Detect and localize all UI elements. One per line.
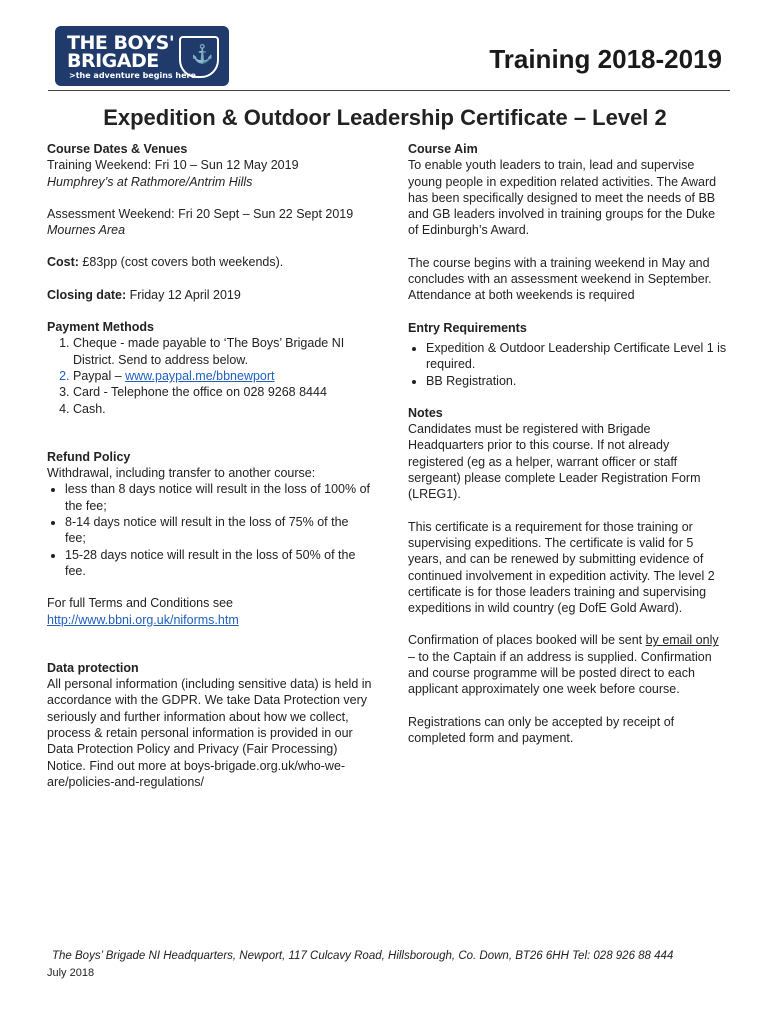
refund-item: • 8-14 days notice will result in the loss of 75% of the fee; (65, 514, 372, 547)
notes-3-prefix: Confirmation of places booked will be sent (408, 633, 646, 648)
notes-4: Registrations can only be accepted by receipt of completed form and payment. (408, 714, 675, 745)
closing-label: Closing date: (47, 287, 127, 302)
aim-text-2: The course begins with a training weekend in May and concludes with an assessment weekend in September. Attendance at both weekends is required (408, 255, 712, 303)
refund-heading: Refund Policy (47, 449, 131, 464)
data-protection-heading: Data protection (47, 660, 139, 675)
notes-2: This certificate is a requirement for those training or supervising expeditions. The certificate is valid for 5 years, and can be renewed by submitting evidence of continued involvement in expedition activity. The level 2 certificate is for those leaders training and supervising expeditions in wild country (eg DofE Gold Award). (408, 519, 715, 616)
payment-heading: Payment Methods (47, 320, 154, 335)
notes-1: Candidates must be registered with Brigade Headquarters prior to this course. If not already registered (eg as a helper, warrant officer or staff sergeant) please complete Leader Registration Form (LREG1). (408, 422, 701, 502)
closing-value: Friday 12 April 2019 (126, 287, 241, 302)
payment-item: 3. Card - Telephone the office on 028 9268 8444 (73, 384, 372, 400)
entry-list (408, 340, 728, 389)
notes-3 (408, 632, 728, 697)
notes-heading: Notes (408, 405, 443, 420)
training-venue: Humphrey’s at Rathmore/Antrim Hills (47, 174, 253, 189)
aim-text: To enable youth leaders to train, lead and supervise young people in expedition related activities. The Award has been specifically designed to meet the needs of BB and GB leaders involved in training groups for the Duke of Edinburgh’s Award. (408, 158, 717, 238)
left-column (47, 141, 372, 790)
payment-item: 1. Cheque - made payable to ‘The Boys’ Brigade NI District. Send to address below. (73, 335, 372, 368)
terms-link[interactable]: http://www.bbni.org.uk/niforms.htm (47, 612, 239, 627)
footer-date: July 2018 (47, 967, 95, 979)
cost-value: £83pp (cost covers both weekends). (78, 255, 284, 270)
notes-3-underline: by email only (645, 633, 719, 648)
cost-line (47, 254, 372, 270)
payment-item: 4. Cash. (73, 401, 372, 417)
dates-heading: Course Dates & Venues (47, 142, 188, 156)
aim-heading: Course Aim (408, 142, 478, 156)
page-title: Expedition & Outdoor Leadership Certificate – Level 2 (103, 105, 667, 130)
entry-heading: Entry Requirements (408, 320, 527, 335)
logo-tagline: >the adventure begins here (69, 71, 196, 80)
entry-item: • Expedition & Outdoor Leadership Certificate Level 1 is required. (426, 340, 728, 373)
assessment-venue: Mournes Area (47, 223, 126, 238)
refund-intro: Withdrawal, including transfer to another course: (47, 466, 316, 481)
data-protection-text: All personal information (including sensitive data) is held in accordance with the GDPR. We take Data Protection very seriously and further information about how we collect, process & retain personal information is provided in our Data Protection Policy and Privacy (Fair Processing) Notice. Find out more at boys-brigade.org.uk/who-we-are/policies-and-regulations/ (47, 677, 372, 789)
cost-label: Cost: (47, 255, 79, 270)
brigade-logo (55, 26, 229, 86)
training-weekend: Training Weekend: Fri 10 – Sun 12 May 2019 (47, 158, 299, 173)
payment-list (47, 335, 372, 416)
paypal-link[interactable]: www.paypal.me/bbnewport (125, 368, 275, 383)
anchor-icon: ⚓ (191, 44, 214, 64)
notes-3-suffix: – to the Captain if an address is supplied. Confirmation and course programme will be posted direct to each applicant approximately one week before course. (408, 649, 712, 697)
refund-item: • less than 8 days notice will result in the loss of 100% of the fee; (65, 481, 372, 514)
page-header-title: Training 2018-2019 (489, 44, 722, 74)
logo-line2: BRIGADE (67, 50, 159, 72)
right-column (408, 141, 728, 746)
terms-text: For full Terms and Conditions see (47, 596, 233, 611)
footer-address: The Boys’ Brigade NI Headquarters, Newport, 117 Culcavy Road, Hillsborough, Co. Down, BT26 6HH Tel: 028 926 88 444 (52, 950, 674, 962)
closing-line (47, 287, 372, 303)
refund-item: • 15-28 days notice will result in the loss of 50% of the fee. (65, 547, 372, 580)
payment-paypal-label: Paypal – (73, 368, 126, 383)
logo-line1: THE BOYS' (67, 32, 175, 54)
payment-item (73, 368, 372, 384)
entry-item: • BB Registration. (426, 373, 728, 389)
refund-list (47, 481, 372, 579)
assessment-weekend: Assessment Weekend: Fri 20 Sept – Sun 22 Sept 2019 (47, 206, 354, 221)
header-divider (48, 90, 730, 91)
